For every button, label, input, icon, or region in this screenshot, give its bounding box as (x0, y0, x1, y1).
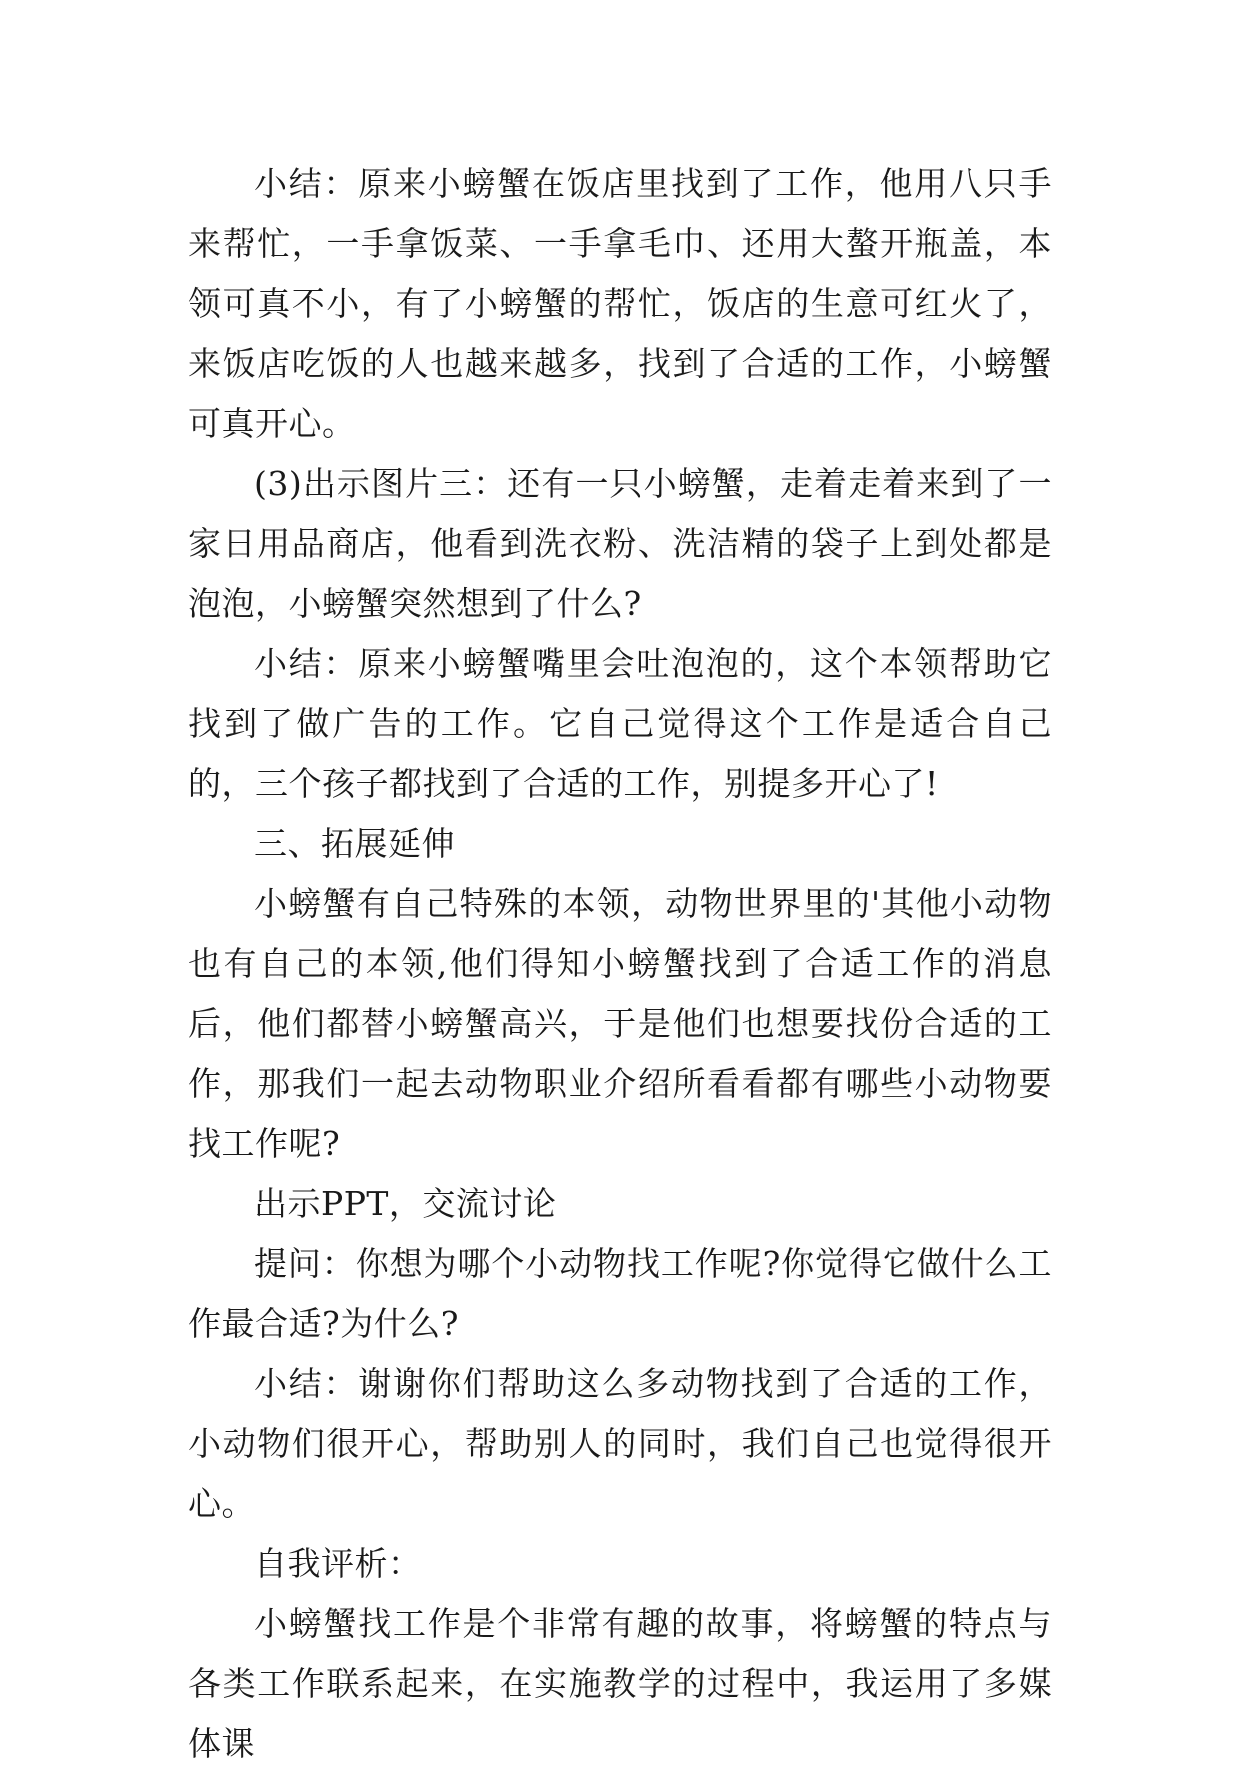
paragraph-summary-restaurant: 小结：原来小螃蟹在饭店里找到了工作，他用八只手来帮忙，一手拿饭菜、一手拿毛巾、还用大螯开瓶盖，本领可真不小，有了小螃蟹的帮忙，饭店的生意可红火了，来饭店吃饭的人也越来越多，找到了合适的工作，小螃蟹可真开心。 (188, 164, 1052, 443)
paragraph-picture-three: (3)出示图片三：还有一只小螃蟹，走着走着来到了一家日用品商店，他看到洗衣粉、洗洁精的袋子上到处都是泡泡，小螃蟹突然想到了什么? (188, 464, 1052, 623)
paragraph-show-ppt: 出示PPT，交流讨论 (254, 1184, 557, 1223)
paragraph-summary-advertising: 小结：原来小螃蟹嘴里会吐泡泡的，这个本领帮助它找到了做广告的工作。它自己觉得这个工作是适合自己的，三个孩子都找到了合适的工作，别提多开心了! (188, 644, 1052, 803)
section-heading-extension: 三、拓展延伸 (254, 824, 455, 863)
paragraph-animal-world: 小螃蟹有自己特殊的本领，动物世界里的'其他小动物也有自己的本领,他们得知小螃蟹找到了合适工作的消息后，他们都替小螃蟹高兴，于是他们也想要找份合适的工作，那我们一起去动物职业介绍所看看都有哪些小动物要找工作呢? (188, 884, 1052, 1163)
paragraph-self-evaluation-heading: 自我评析： (254, 1544, 422, 1583)
document-body (188, 154, 1052, 1774)
paragraph-summary-thanks: 小结：谢谢你们帮助这么多动物找到了合适的工作，小动物们很开心，帮助别人的同时，我们自己也觉得很开心。 (188, 1364, 1052, 1523)
paragraph-question: 提问：你想为哪个小动物找工作呢?你觉得它做什么工作最合适?为什么? (188, 1244, 1052, 1343)
paragraph-self-evaluation: 小螃蟹找工作是个非常有趣的故事，将螃蟹的特点与各类工作联系起来，在实施教学的过程中，我运用了多媒体课 (188, 1604, 1052, 1763)
